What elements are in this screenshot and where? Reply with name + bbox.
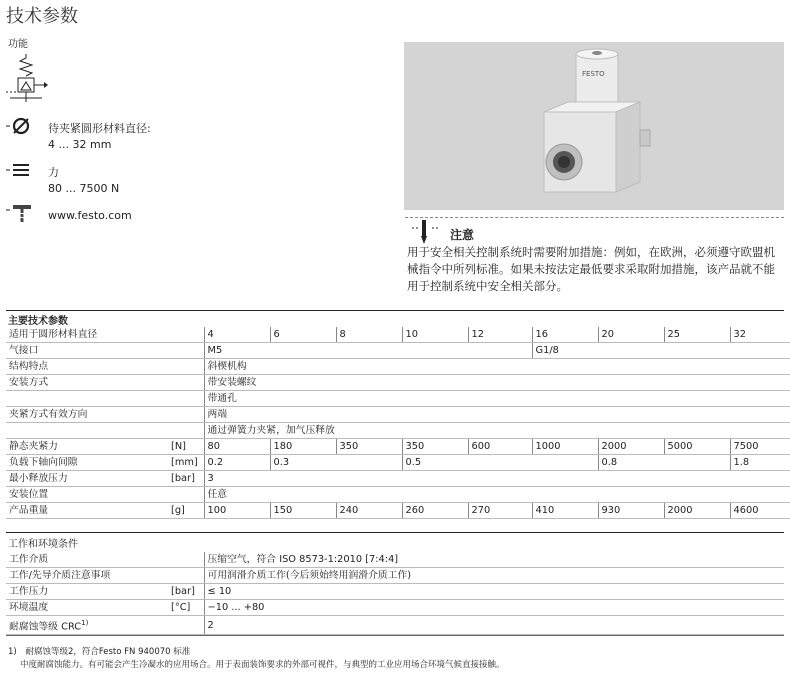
table-cell: 180: [270, 439, 336, 455]
row-label: 安装方式: [6, 375, 168, 391]
table-cell: M5: [204, 343, 532, 359]
row-unit: [N]: [168, 439, 204, 455]
row-unit: [168, 327, 204, 343]
table-row: [6, 375, 790, 391]
table-cell: 20: [598, 327, 664, 343]
row-label: [6, 584, 168, 600]
row-label-text: 环境温度: [9, 602, 49, 613]
table-cell: 任意: [204, 487, 790, 503]
footnote-line-2: 中度耐腐蚀能力。有可能会产生冷凝水的应用场合。用于表面装饰要求的外部可视件，与典型的工业应用场合环境气候直接接触。: [20, 660, 505, 670]
table-row: [6, 455, 790, 471]
row-unit: [168, 568, 204, 584]
table-row: [6, 568, 784, 584]
table-row: [6, 600, 784, 616]
table-cell: 350: [402, 439, 468, 455]
row-label: 最小释放压力: [6, 471, 168, 487]
table-cell: 0.3: [270, 455, 402, 471]
table-row: [6, 487, 790, 503]
website-link[interactable]: www.festo.com: [48, 209, 132, 222]
row-label: 夹紧方式有效方向: [6, 407, 168, 423]
main-table-heading: 主要技术参数: [8, 316, 68, 327]
footnote-text-1: 耐腐蚀等级2，符合Festo FN 940070 标准: [25, 647, 191, 657]
row-unit: [bar]: [168, 584, 204, 600]
row-unit: [168, 552, 204, 568]
row-label: [6, 616, 168, 635]
env-table-heading: 工作和环境条件: [8, 539, 78, 550]
svg-text:FESTO: FESTO: [582, 70, 605, 78]
row-label: 安装位置: [6, 487, 168, 503]
env-conditions-table: [6, 552, 784, 635]
row-value: 压缩空气，符合 ISO 8573-1:2010 [7:4:4]: [204, 552, 784, 568]
table-cell: 带安装螺纹: [204, 375, 790, 391]
table-cell: 350: [336, 439, 402, 455]
row-unit: [168, 407, 204, 423]
diameter-label: 待夹紧圆形材料直径:: [48, 122, 151, 135]
table-cell: 80: [204, 439, 270, 455]
footnote-rule: [6, 635, 784, 636]
table-row: [6, 439, 790, 455]
row-value: ≤ 10: [204, 584, 784, 600]
row-label-text: 工作/先导介质注意事项: [9, 570, 111, 581]
table-cell: 通过弹簧力夹紧，加气压释放: [204, 423, 790, 439]
table-cell: 0.5: [402, 455, 598, 471]
table-row: [6, 552, 784, 568]
table-cell: 10: [402, 327, 468, 343]
table-cell: 150: [270, 503, 336, 519]
force-value: 80 ... 7500 N: [48, 182, 120, 195]
main-specs-table: [6, 327, 790, 519]
force-label: 力: [48, 166, 59, 179]
table-cell: 带通孔: [204, 391, 790, 407]
table-cell: 8: [336, 327, 402, 343]
table-row: [6, 327, 790, 343]
table-cell: 7500: [730, 439, 790, 455]
row-value: 2: [204, 616, 784, 635]
screw-icon: [6, 202, 36, 224]
footnote-ref: 1): [81, 619, 89, 627]
table-cell: 4: [204, 327, 270, 343]
row-unit: [168, 391, 204, 407]
table-cell: 2000: [664, 503, 730, 519]
table-cell: G1/8: [532, 343, 790, 359]
table-cell: 12: [468, 327, 532, 343]
table-row: [6, 423, 790, 439]
diameter-icon: [6, 116, 36, 136]
table-cell: 930: [598, 503, 664, 519]
table-row: [6, 471, 790, 487]
row-label: [6, 568, 168, 584]
row-label: 产品重量: [6, 503, 168, 519]
row-label: [6, 423, 168, 439]
warning-icon: [412, 218, 442, 246]
row-label-text: 工作压力: [9, 586, 49, 597]
table-cell: 0.2: [204, 455, 270, 471]
table-row: [6, 391, 790, 407]
main-table-top-rule: [6, 310, 784, 311]
row-label: 结构特点: [6, 359, 168, 375]
table-cell: 两端: [204, 407, 790, 423]
row-label-text: 工作介质: [9, 554, 49, 565]
row-unit: [°C]: [168, 600, 204, 616]
note-divider: [405, 217, 784, 218]
page-title: 技术参数: [6, 6, 78, 27]
row-unit: [bar]: [168, 471, 204, 487]
table-cell: 270: [468, 503, 532, 519]
table-cell: 260: [402, 503, 468, 519]
table-cell: 1.8: [730, 455, 790, 471]
row-unit: [mm]: [168, 455, 204, 471]
table-cell: 4600: [730, 503, 790, 519]
table-cell: 6: [270, 327, 336, 343]
table-cell: 0.8: [598, 455, 730, 471]
row-unit: [168, 423, 204, 439]
row-label: 气接口: [6, 343, 168, 359]
footnote-line-1: [8, 645, 190, 657]
row-label-text: 耐腐蚀等级 CRC: [9, 621, 82, 633]
row-unit: [g]: [168, 503, 204, 519]
row-unit: [168, 359, 204, 375]
table-row: [6, 407, 790, 423]
row-label: 静态夹紧力: [6, 439, 168, 455]
row-label: [6, 600, 168, 616]
row-label: [6, 552, 168, 568]
table-cell: 100: [204, 503, 270, 519]
row-label: 负载下轴向间隙: [6, 455, 168, 471]
function-label: 功能: [8, 39, 28, 50]
force-icon: [6, 160, 36, 180]
table-cell: 410: [532, 503, 598, 519]
product-photo: [404, 42, 784, 210]
valve-symbol-icon: [4, 52, 48, 104]
table-row: [6, 616, 784, 635]
table-cell: 240: [336, 503, 402, 519]
table-cell: 2000: [598, 439, 664, 455]
table-cell: 1000: [532, 439, 598, 455]
row-label: [6, 391, 168, 407]
note-body: 用于安全相关控制系统时需要附加措施：例如，在欧洲，必须遵守欧盟机械指令中所列标准。如果未按法定最低要求采取附加措施，该产品就不能用于控制系统中安全相关部分。: [407, 245, 775, 293]
table-cell: 斜楔机构: [204, 359, 790, 375]
table-cell: 3: [204, 471, 790, 487]
table-row: [6, 343, 790, 359]
row-unit: [168, 616, 204, 635]
row-label: 适用于圆形材料直径: [6, 327, 168, 343]
table-cell: 32: [730, 327, 790, 343]
row-unit: [168, 375, 204, 391]
row-unit: [168, 343, 204, 359]
table-cell: 600: [468, 439, 532, 455]
table-cell: 16: [532, 327, 598, 343]
note-title: 注意: [450, 228, 475, 242]
diameter-value: 4 ... 32 mm: [48, 138, 112, 151]
table-row: [6, 359, 790, 375]
env-table-top-rule: [6, 532, 784, 533]
table-cell: 5000: [664, 439, 730, 455]
table-cell: 25: [664, 327, 730, 343]
row-value: −10 ... +80: [204, 600, 784, 616]
row-unit: [168, 487, 204, 503]
row-value: 可用润滑介质工作(今后须始终用润滑介质工作): [204, 568, 784, 584]
footnote-marker: 1): [8, 647, 17, 657]
table-row: [6, 584, 784, 600]
table-row: [6, 503, 790, 519]
